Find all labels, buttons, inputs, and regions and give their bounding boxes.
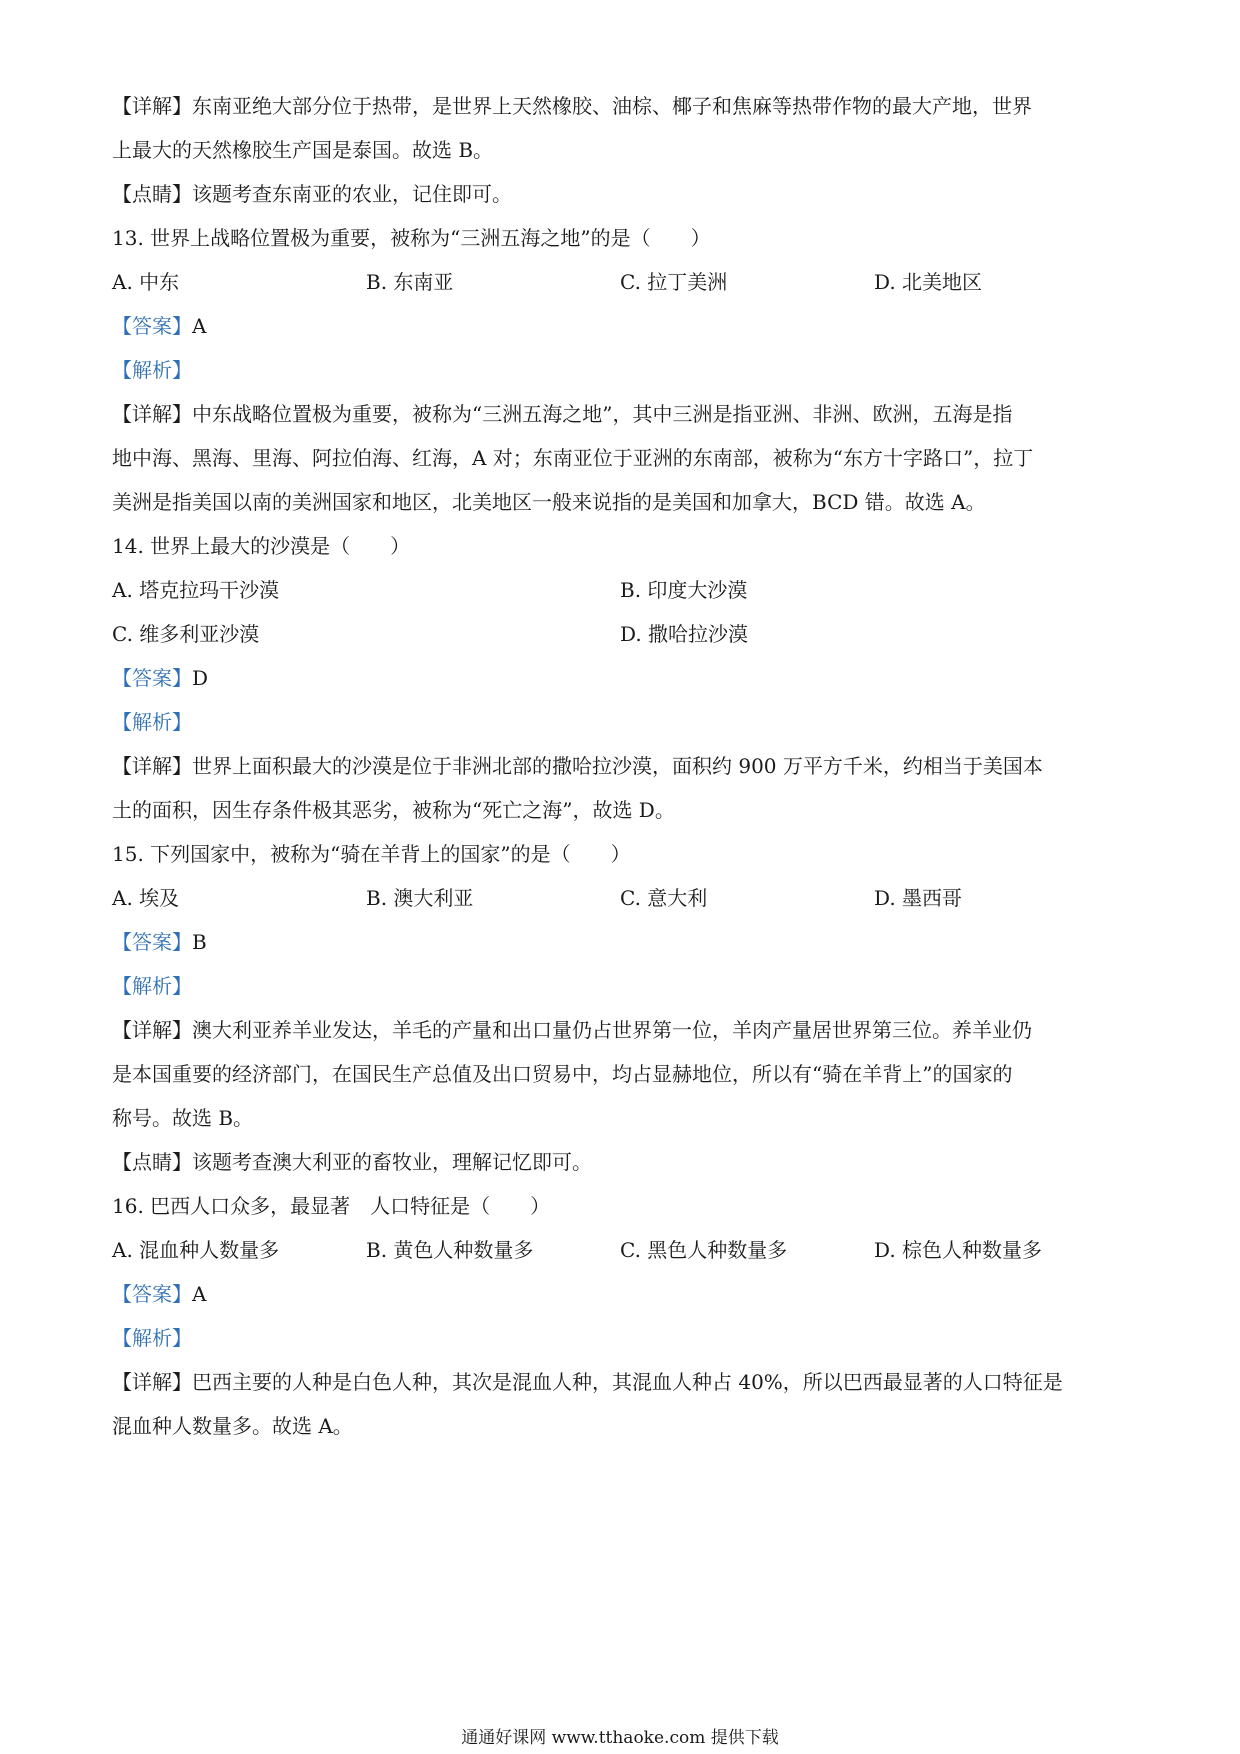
q13-detail-line1: 【详解】中东战略位置极为重要，被称为“三洲五海之地”，其中三洲是指亚洲、非洲、欧洲，五海是指: [112, 402, 1013, 426]
page-footer: 通通好课网 www.tthaoke.com 提供下载: [461, 1728, 779, 1748]
q15-answer: [112, 928, 1132, 956]
q15-analysis-tag: 【解析】: [112, 974, 192, 998]
q16-option-c: C. 黑色人种数量多: [620, 1238, 788, 1262]
q15-option-d: D. 墨西哥: [874, 886, 963, 910]
q13-detail-line3: 美洲是指美国以南的美洲国家和地区，北美地区一般来说指的是美国和加拿大，BCD 错。故选 A。: [112, 490, 986, 514]
q13-answer: [112, 312, 1132, 340]
q15-detail-line1: 【详解】澳大利亚养羊业发达，羊毛的产量和出口量仍占世界第一位，羊肉产量居世界第三位。养羊业仍: [112, 1018, 1032, 1042]
answer-value: B: [192, 930, 207, 954]
q14-detail-line2: 土的面积，因生存条件极其恶劣，被称为“死亡之海”，故选 D。: [112, 798, 675, 822]
q16-analysis-tag: 【解析】: [112, 1326, 192, 1350]
q15-detail-line2: 是本国重要的经济部门，在国民生产总值及出口贸易中，均占显赫地位，所以有“骑在羊背上”的国家的: [112, 1062, 1013, 1086]
q12-detail-line1: 【详解】东南亚绝大部分位于热带，是世界上天然橡胶、油棕、椰子和焦麻等热带作物的最大产地，世界: [112, 94, 1032, 118]
q16-option-b: B. 黄色人种数量多: [366, 1238, 534, 1262]
q16-option-a: A. 混血种人数量多: [112, 1238, 280, 1262]
q16-option-d: D. 棕色人种数量多: [874, 1238, 1043, 1262]
q14-option-b: B. 印度大沙漠: [620, 578, 748, 602]
q12-dianjing: 【点睛】该题考查东南亚的农业，记住即可。: [112, 182, 512, 206]
q16-stem: 16. 巴西人口众多，最显著 人口特征是（ ）: [112, 1194, 551, 1218]
q13-option-a: A. 中东: [112, 270, 180, 294]
q14-option-d: D. 撒哈拉沙漠: [620, 622, 749, 646]
answer-tag: 【答案】: [112, 314, 192, 338]
q15-dianjing: 【点睛】该题考查澳大利亚的畜牧业，理解记忆即可。: [112, 1150, 592, 1174]
q15-detail-line3: 称号。故选 B。: [112, 1106, 254, 1130]
q14-answer: [112, 664, 1132, 692]
q14-stem: 14. 世界上最大的沙漠是（ ）: [112, 534, 411, 558]
q13-stem: 13. 世界上战略位置极为重要，被称为“三洲五海之地”的是（ ）: [112, 226, 711, 250]
answer-tag: 【答案】: [112, 666, 192, 690]
q13-option-c: C. 拉丁美洲: [620, 270, 728, 294]
q14-option-a: A. 塔克拉玛干沙漠: [112, 578, 280, 602]
q16-detail-line1: 【详解】巴西主要的人种是白色人种，其次是混血人种，其混血人种占 40%，所以巴西最显著的人口特征是: [112, 1370, 1063, 1394]
answer-value: A: [192, 1282, 207, 1306]
q15-option-a: A. 埃及: [112, 886, 180, 910]
q13-option-d: D. 北美地区: [874, 270, 983, 294]
q14-analysis-tag: 【解析】: [112, 710, 192, 734]
q14-option-c: C. 维多利亚沙漠: [112, 622, 260, 646]
answer-value: D: [192, 666, 209, 690]
q15-stem: 15. 下列国家中，被称为“骑在羊背上的国家”的是（ ）: [112, 842, 631, 866]
q16-detail-line2: 混血种人数量多。故选 A。: [112, 1414, 353, 1438]
q13-analysis-tag: 【解析】: [112, 358, 192, 382]
q15-option-b: B. 澳大利亚: [366, 886, 474, 910]
answer-tag: 【答案】: [112, 1282, 192, 1306]
q15-option-c: C. 意大利: [620, 886, 708, 910]
answer-tag: 【答案】: [112, 930, 192, 954]
q13-option-b: B. 东南亚: [366, 270, 454, 294]
q14-detail-line1: 【详解】世界上面积最大的沙漠是位于非洲北部的撒哈拉沙漠，面积约 900 万平方千米，约相当于美国本: [112, 754, 1043, 778]
q16-answer: [112, 1280, 1132, 1308]
q13-detail-line2: 地中海、黑海、里海、阿拉伯海、红海，A 对；东南亚位于亚洲的东南部，被称为“东方十字路口”，拉丁: [112, 446, 1034, 470]
answer-value: A: [192, 314, 207, 338]
q12-detail-line2: 上最大的天然橡胶生产国是泰国。故选 B。: [112, 138, 494, 162]
